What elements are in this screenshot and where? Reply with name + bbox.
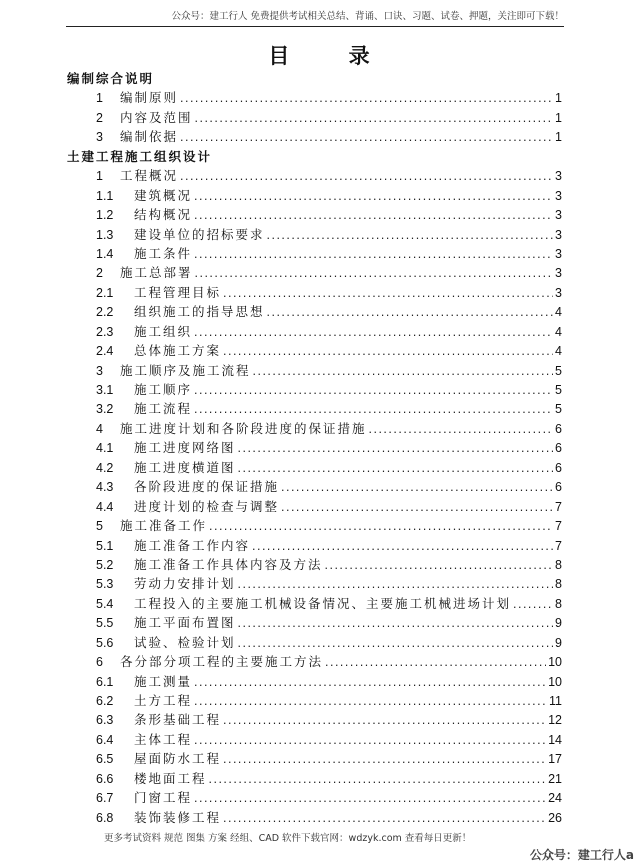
- toc-entry-number: 6.1: [96, 674, 114, 689]
- toc-page-number: 1: [555, 130, 562, 145]
- toc-entry-label: 土方工程: [134, 693, 193, 708]
- toc-entry-number: 2: [96, 110, 103, 125]
- toc-entry-number: 4: [96, 421, 103, 436]
- toc-entry-label: 编制原则: [120, 90, 179, 106]
- toc-entry-label: 进度计划的检查与调整: [134, 498, 280, 514]
- toc-page-number: 21: [548, 771, 562, 786]
- toc-page-number: 6: [555, 421, 562, 436]
- toc-entry[interactable]: [67, 88, 562, 107]
- toc-dot-leader: [194, 791, 546, 805]
- toc-entry-number: 6.4: [96, 732, 114, 747]
- toc-entry-number: 2.2: [96, 305, 114, 320]
- toc-entry-number: 1: [96, 169, 103, 184]
- toc-dot-leader: [238, 577, 554, 591]
- header-divider: [66, 26, 564, 27]
- toc-dot-leader: [223, 286, 553, 300]
- toc-dot-leader: [238, 636, 554, 650]
- toc-dot-leader: [325, 558, 554, 572]
- toc-page-number: 1: [555, 110, 562, 125]
- toc-entry[interactable]: [67, 166, 562, 185]
- toc-dot-leader: [267, 228, 554, 242]
- toc-page-number: 17: [548, 752, 562, 767]
- table-of-contents: [67, 69, 562, 827]
- toc-entry[interactable]: [67, 730, 562, 749]
- toc-dot-leader: [238, 461, 554, 475]
- toc-entry-label: 施工准备工作具体内容及方法: [134, 556, 323, 572]
- toc-entry-label: 施工测量: [134, 673, 193, 689]
- toc-entry-number: 2.3: [96, 324, 114, 339]
- toc-dot-leader: [180, 91, 553, 105]
- toc-entry-label: 施工顺序及施工流程: [120, 362, 251, 378]
- toc-entry[interactable]: [67, 555, 562, 574]
- toc-page-number: 1: [555, 91, 562, 106]
- toc-entry-number: 3.2: [96, 402, 114, 417]
- toc-entry[interactable]: [67, 691, 562, 710]
- toc-entry-number: 6.2: [96, 694, 114, 708]
- toc-entry[interactable]: [67, 672, 562, 691]
- toc-entry-number: 3: [96, 363, 103, 378]
- page-footer: 更多考试资料 规范 图集 方案 经组、CAD 软件下载官网：wdzyk.com 查看每日更新！: [104, 833, 472, 844]
- toc-entry[interactable]: [67, 244, 562, 263]
- toc-dot-leader: [194, 325, 553, 339]
- toc-section-heading: [67, 147, 562, 166]
- toc-page-number: 3: [555, 188, 562, 203]
- toc-page-number: 5: [555, 383, 562, 397]
- toc-entry[interactable]: [67, 108, 562, 127]
- toc-entry-label: 工程投入的主要施工机械设备情况、主要施工机械进场计划: [134, 595, 512, 611]
- toc-dot-leader: [194, 189, 553, 203]
- toc-entry[interactable]: [67, 225, 562, 244]
- toc-entry-label: 施工流程: [134, 401, 193, 417]
- toc-entry[interactable]: [67, 186, 562, 205]
- toc-dot-leader: [194, 675, 546, 689]
- toc-entry-number: 2: [96, 266, 103, 281]
- toc-entry-label: 施工平面布置图: [134, 615, 236, 631]
- toc-entry-number: 3: [96, 130, 103, 145]
- toc-dot-leader: [513, 597, 553, 611]
- toc-entry-label: 工程管理目标: [134, 284, 222, 300]
- toc-entry-number: 4.4: [96, 499, 114, 514]
- toc-entry[interactable]: [67, 399, 562, 418]
- toc-entry-label: 各阶段进度的保证措施: [134, 479, 280, 495]
- toc-entry[interactable]: [67, 749, 562, 768]
- toc-entry-label: 各分部分项工程的主要施工方法: [120, 654, 324, 670]
- toc-page-number: 10: [548, 655, 562, 670]
- toc-entry[interactable]: [67, 788, 562, 807]
- toc-entry-number: 6.8: [96, 810, 114, 825]
- toc-entry-label: 工程概况: [120, 168, 179, 184]
- toc-entry[interactable]: [67, 438, 562, 457]
- toc-dot-leader: [223, 752, 546, 766]
- toc-entry[interactable]: [67, 263, 562, 282]
- toc-entry-number: 6: [96, 655, 103, 670]
- toc-dot-leader: [325, 655, 546, 669]
- toc-entry-number: 4.3: [96, 480, 114, 495]
- toc-dot-leader: [195, 111, 554, 125]
- toc-page-number: 5: [555, 363, 562, 378]
- toc-page-number: 4: [555, 344, 562, 359]
- toc-entry[interactable]: [67, 361, 562, 380]
- toc-page-number: 7: [555, 519, 562, 534]
- toc-page-number: 8: [555, 596, 562, 611]
- toc-entry[interactable]: [67, 302, 562, 321]
- toc-dot-leader: [252, 539, 553, 553]
- toc-entry-label: 施工进度横道图: [134, 459, 236, 475]
- toc-page-number: 26: [548, 810, 562, 825]
- toc-entry-number: 5.1: [96, 538, 114, 553]
- toc-entry-label: 试验、检验计划: [134, 634, 236, 650]
- toc-dot-leader: [180, 130, 553, 144]
- toc-entry-label: 施工组织: [134, 323, 193, 339]
- toc-dot-leader: [180, 169, 553, 183]
- toc-entry-number: 6.5: [96, 752, 114, 767]
- toc-dot-leader: [223, 811, 546, 825]
- toc-entry[interactable]: [67, 380, 562, 399]
- watermark-text: 公众号：建工行人a: [529, 848, 634, 862]
- toc-entry[interactable]: [67, 341, 562, 360]
- toc-entry-label: 施工进度计划和各阶段进度的保证措施: [120, 420, 367, 436]
- toc-entry-label: 劳动力安排计划: [134, 576, 236, 592]
- toc-entry-label: 组织施工的指导思想: [134, 304, 265, 320]
- toc-page-number: 3: [555, 266, 562, 281]
- toc-dot-leader: [209, 772, 547, 786]
- page-header: 公众号：建工行人 免费提供考试相关总结、背诵、口诀、习题、试卷、押题，关注即可下载！: [171, 11, 564, 22]
- toc-entry-label: 编制依据: [120, 129, 179, 145]
- toc-entry-number: 1.3: [96, 227, 114, 242]
- toc-entry-number: 5.4: [96, 596, 114, 611]
- toc-page-number: 3: [555, 169, 562, 184]
- toc-entry[interactable]: [67, 127, 562, 146]
- toc-dot-leader: [194, 733, 546, 747]
- toc-entry[interactable]: [67, 633, 562, 652]
- toc-page-number: 10: [548, 674, 562, 689]
- toc-page-number: 7: [555, 538, 562, 553]
- toc-entry-label: 施工条件: [134, 245, 193, 261]
- toc-entry-label: 内容及范围: [120, 109, 193, 125]
- toc-entry[interactable]: [67, 574, 562, 593]
- toc-entry[interactable]: [67, 477, 562, 496]
- toc-dot-leader: [267, 305, 554, 319]
- toc-entry-label: 装饰装修工程: [134, 809, 222, 825]
- toc-page-number: 24: [548, 791, 562, 806]
- toc-dot-leader: [238, 441, 554, 455]
- toc-entry[interactable]: [67, 769, 562, 788]
- toc-entry[interactable]: [67, 322, 562, 341]
- toc-entry-label: 条形基础工程: [134, 712, 222, 728]
- toc-entry-number: 3.1: [96, 383, 114, 397]
- toc-entry-number: 6.3: [96, 713, 114, 728]
- toc-entry-number: 1.2: [96, 208, 114, 223]
- toc-entry-number: 2.1: [96, 285, 114, 300]
- toc-dot-leader: [223, 713, 546, 727]
- toc-dot-leader: [194, 383, 553, 397]
- toc-entry-label: 建筑概况: [134, 187, 193, 203]
- toc-dot-leader: [253, 364, 554, 378]
- toc-entry-label: 施工顺序: [134, 382, 193, 397]
- toc-entry-number: 6.7: [96, 791, 114, 806]
- toc-page-number: 8: [555, 577, 562, 592]
- toc-entry-number: 5.3: [96, 577, 114, 592]
- toc-entry-label: 编制综合说明: [67, 71, 155, 86]
- toc-entry-number: 6.6: [96, 771, 114, 786]
- toc-page-number: 5: [555, 402, 562, 417]
- toc-entry-number: 2.4: [96, 344, 114, 359]
- toc-entry-number: 5: [96, 519, 103, 534]
- toc-page-number: 14: [548, 732, 562, 747]
- toc-entry-label: 结构概况: [134, 207, 193, 223]
- toc-entry-number: 5.2: [96, 557, 114, 572]
- toc-entry-label: 建设单位的招标要求: [134, 226, 265, 242]
- toc-section-heading: [67, 69, 562, 88]
- toc-page-number: 8: [555, 557, 562, 572]
- toc-entry-label: 施工总部署: [120, 265, 193, 281]
- toc-entry-label: 施工准备工作内容: [134, 537, 251, 553]
- page-title: 目 录: [268, 43, 396, 68]
- toc-entry[interactable]: [67, 594, 562, 613]
- toc-dot-leader: [281, 500, 553, 514]
- toc-page-number: 4: [555, 324, 562, 339]
- toc-dot-leader: [194, 247, 553, 261]
- toc-dot-leader: [194, 694, 547, 708]
- toc-page-number: 9: [555, 635, 562, 650]
- toc-entry-label: 施工准备工作: [120, 518, 208, 534]
- toc-dot-leader: [209, 519, 553, 533]
- toc-page-number: 7: [555, 499, 562, 514]
- toc-dot-leader: [194, 208, 553, 222]
- toc-dot-leader: [281, 480, 553, 494]
- toc-entry-label: 施工进度网络图: [134, 440, 236, 456]
- toc-entry[interactable]: [67, 613, 562, 632]
- toc-dot-leader: [369, 422, 554, 436]
- toc-entry[interactable]: [67, 710, 562, 729]
- toc-dot-leader: [194, 402, 553, 416]
- toc-entry[interactable]: [67, 536, 562, 555]
- toc-dot-leader: [223, 344, 553, 358]
- toc-entry[interactable]: [67, 516, 562, 535]
- toc-entry[interactable]: [67, 205, 562, 224]
- toc-entry-number: 4.1: [96, 441, 114, 456]
- toc-entry-label: 总体施工方案: [134, 343, 222, 359]
- toc-page-number: 9: [555, 616, 562, 631]
- toc-entry-number: 1.4: [96, 246, 114, 261]
- toc-entry-label: 主体工程: [134, 731, 193, 747]
- toc-entry-label: 屋面防水工程: [134, 751, 222, 767]
- toc-entry-label: 楼地面工程: [134, 770, 207, 786]
- toc-entry[interactable]: [67, 458, 562, 477]
- toc-page-number: 3: [555, 208, 562, 223]
- toc-entry[interactable]: [67, 652, 562, 671]
- toc-entry-label: 土建工程施工组织设计: [67, 148, 213, 164]
- toc-page-number: 6: [555, 480, 562, 495]
- toc-page-number: 3: [555, 246, 562, 261]
- toc-page-number: 6: [555, 441, 562, 456]
- toc-entry-number: 1: [96, 91, 103, 106]
- toc-entry-number: 5.6: [96, 635, 114, 650]
- toc-entry-number: 4.2: [96, 460, 114, 475]
- toc-entry[interactable]: [67, 497, 562, 516]
- toc-entry-number: 1.1: [96, 188, 114, 203]
- toc-entry[interactable]: [67, 283, 562, 302]
- toc-entry[interactable]: [67, 419, 562, 438]
- toc-dot-leader: [238, 616, 554, 630]
- toc-page-number: 3: [555, 227, 562, 242]
- toc-page-number: 12: [548, 713, 562, 728]
- toc-entry-label: 门窗工程: [134, 790, 193, 806]
- toc-page-number: 6: [555, 460, 562, 475]
- toc-page-number: 3: [555, 285, 562, 300]
- toc-entry[interactable]: [67, 808, 562, 827]
- toc-page-number: 11: [549, 694, 562, 708]
- toc-entry-number: 5.5: [96, 616, 114, 631]
- toc-dot-leader: [195, 266, 554, 280]
- toc-page-number: 4: [555, 305, 562, 320]
